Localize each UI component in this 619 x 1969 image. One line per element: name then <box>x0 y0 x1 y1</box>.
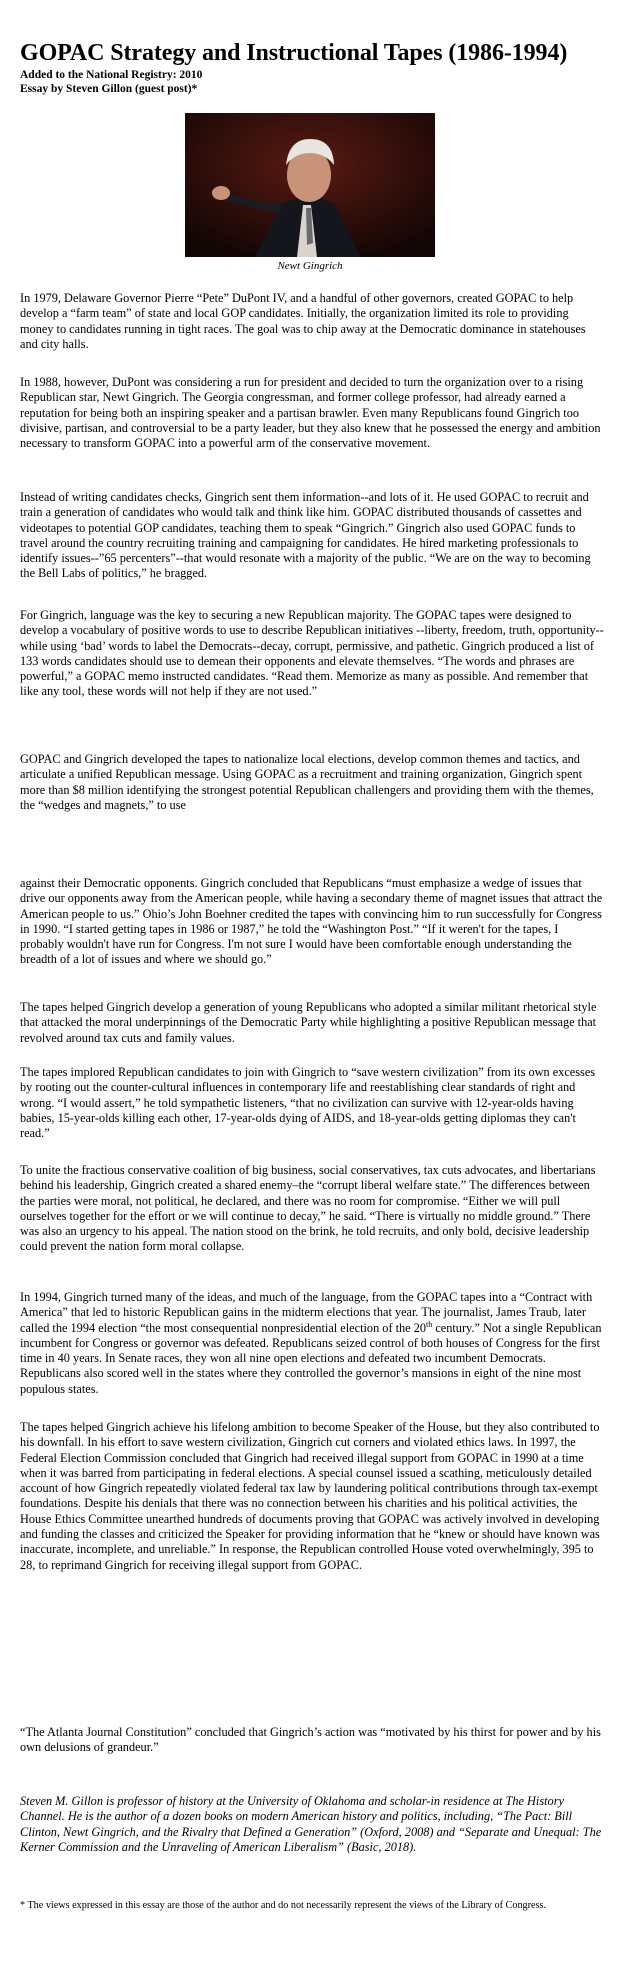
paragraph-ethics: The tapes helped Gingrich achieve his lifelong ambition to become Speaker of the House, but they also contributed to his downfall. In his effort to save western civilization, Gingrich cut corners and violated ethics laws. In 1997, the Federal Election Commission concluded that Gingrich had received illegal support from GOPAC in 1990 at a time when it was barred from participating in federal elections. A special counsel issued a scathing, meticulously detailed account of how Gingrich repeatedly violated federal tax law by laundering political contributions through tax-exempt foundations. Despite his denials that there was no connection between his charities and his political activities, the House Ethics Committee unearthed hundreds of documents proving that GOPAC was actively involved in developing and funding the classes and criticized the Speaker for providing information that he “knew or should have known was inaccurate, incomplete, and unreliable.” In response, the Republican controlled House voted overwhelmingly, 395 to 28, to reprimand Gingrich for receiving illegal support from GOPAC. <box>20 1420 600 1572</box>
paragraph-9: To unite the fractious conservative coalition of big business, social conservatives, tax cuts advocates, and libertarians behind his leadership, Gingrich created a shared enemy–the “corrupt liberal welfare state.” The differences between the parties were moral, not political, he declared, and there was no room for compromise. “Either we will pull ourselves together for the effort or we will continue to decay,” he said. “There is virtually no middle ground.” There was also an urgency to his appeal. The nation stood on the brink, he told recruits, and only bold, decisive leadership could prevent the nation form moral collapse. <box>20 1163 596 1254</box>
paragraph-ajc: “The Atlanta Journal Constitution” concluded that Gingrich’s action was “motivated by his thirst for power and by his own delusions of grandeur.” <box>20 1725 601 1755</box>
page-title: GOPAC Strategy and Instructional Tapes (1986-1994) <box>20 40 568 66</box>
paragraph-1: In 1979, Delaware Governor Pierre “Pete” DuPont IV, and a handful of other governors, created GOPAC to help develop a “farm team” of state and local GOP candidates. Initially, the organization limited its role to providing money to candidates running in tight races. The goal was to chip away at the Democratic dominance in statehouses and city halls. <box>20 291 586 351</box>
paragraph-5: GOPAC and Gingrich developed the tapes to nationalize local elections, develop common themes and tactics, and articulate a unified Republican message. Using GOPAC as a recruitment and training organization, Gingrich spent more than $8 million identifying the strongest potential Republican challengers and providing them with the themes, the “wedges and magnets,” to use <box>20 752 594 812</box>
author-line: Essay by Steven Gillon (guest post)* <box>20 83 198 95</box>
gingrich-photo <box>185 113 435 257</box>
paragraph-2: In 1988, however, DuPont was considering a run for president and decided to turn the organization over to a rising Republican star, Newt Gingrich. The Georgia congressman, and former college professor, had already earned a reputation for being both an inspiring speaker and a partisan brawler. Even many Republicans found Gingrich too divisive, partisan, and controversial to be a party leader, but they also knew that he possessed the energy and ambition necessary to transform GOPAC into a powerful arm of the conservative movement. <box>20 375 601 451</box>
photo-illustration <box>185 113 435 257</box>
author-bio: Steven M. Gillon is professor of history at the University of Oklahoma and scholar-in residence at The History Channel. He is the author of a dozen books on modern American history and politics, including, “The Pact: Bill Clinton, Newt Gingrich, and the Rivalry that Defined a Generation” (Oxford, 2008) and “Separate and Unequal: The Kerner Commission and the Unraveling of American Liberalism” (Basic, 2018). <box>20 1794 602 1854</box>
paragraph-6: against their Democratic opponents. Gingrich concluded that Republicans “must emphasize a wedge of issues that drive our opponents away from the American people, while having a secondary theme of magnet issues that attract the American people to us.” Ohio’s John Boehner credited the tapes with convincing him to run successfully for Congress in 1990. “I started getting tapes in 1986 or 1987,” he told the “Washington Post.” “If it weren't for the tapes, I probably wouldn't have run for Congress. I'm not sure I would have been comfortable enough understanding the breadth of a lot of issues and where we should go.” <box>20 876 603 967</box>
paragraph-4: For Gingrich, language was the key to securing a new Republican majority. The GOPAC tapes were designed to develop a vocabulary of positive words to use to describe Republican initiatives --liberty, freedom, truth, opportunity--while using ‘bad’ words to label the Democrats--decay, corrupt, permissive, and pathetic. Gingrich produced a list of 133 words candidates should use to demean their opponents and elevate themselves. “The words and phrases are powerful,” a GOPAC memo instructed candidates. “Read them. Memorize as many as possible. And remember that like any tool, these words will not help if they are not used.” <box>20 608 604 699</box>
footnote: * The views expressed in this essay are those of the author and do not necessarily represent the views of the Library of Congress. <box>20 1900 547 1911</box>
paragraph-7: The tapes helped Gingrich develop a generation of young Republicans who adopted a similar militant rhetorical style that attacked the moral underpinnings of the Democratic Party while highlighting a positive Republican message that revolved around tax cuts and family values. <box>20 1000 597 1045</box>
paragraph-8: The tapes implored Republican candidates to join with Gingrich to “save western civilization” from its own excesses by rooting out the counter-cultural influences in contemporary life and reestablishing clear standards of right and wrong. “I would assert,” he told sympathetic listeners, “that no civilization can survive with 12-year-olds having babies, 15-year-olds killing each other, 17-year-olds dying of AIDS, and 18-year-olds getting diplomas they can't read.” <box>20 1065 596 1141</box>
photo-caption: Newt Gingrich <box>277 260 343 272</box>
paragraph-3: Instead of writing candidates checks, Gingrich sent them information--and lots of it. He used GOPAC to recruit and train a generation of candidates who would talk and think like him. GOPAC distributed thousands of cassettes and videotapes to potential GOP candidates, teaching them to speak “Gingrich.” Gingrich also used GOPAC funds to travel around the country recruiting training and campaigning for candidates. He hired marketing professionals to identify issues--”65 percenters”--that would resonate with a majority of the public. “We are on the way to becoming the Bell Labs of politics,” he bragged. <box>20 490 591 581</box>
registry-line: Added to the National Registry: 2010 <box>20 69 203 81</box>
contract-text-after: century.” Not a single Republican incumbent for Congress or governor was defeated. Republicans seized control of both houses of Congress for the first time in 40 years. In Senate races, they won all nine open elections and defeated two incumbent Democrats. Republicans also scored well in the states where they controlled the governor’s mansions in eight of the nine most populous states. <box>20 1320 602 1396</box>
contract-superscript: th <box>426 1319 433 1329</box>
contract-text-before: In 1994, Gingrich turned many of the ideas, and much of the language, from the GOPAC tapes into a “Contract with America” that led to historic Republican gains in the midterm elections that year. The journalist, James Traub, later called the 1994 election “the most consequential nonpresidential election of the 20 <box>20 1290 593 1335</box>
paragraph-contract <box>20 1290 604 1397</box>
